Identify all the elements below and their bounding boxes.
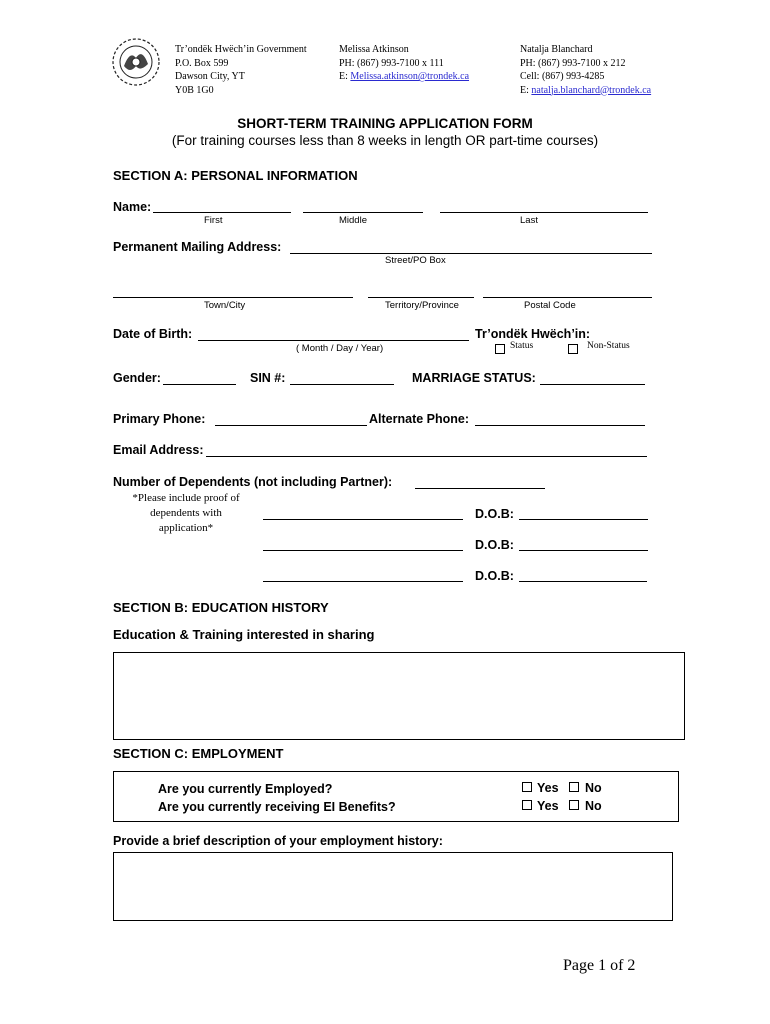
dependents-count-field[interactable] — [415, 488, 545, 489]
email-prefix: E: — [339, 71, 351, 82]
contact-phone: PH: (867) 993-7100 x 212 — [520, 57, 626, 69]
dependent-3-name-field[interactable] — [263, 581, 463, 582]
education-textarea[interactable] — [113, 652, 685, 740]
dependent-2-name-field[interactable] — [263, 550, 463, 551]
proof-note-line: application* — [158, 522, 214, 534]
street-field[interactable] — [290, 253, 652, 254]
primary-phone-label: Primary Phone: — [113, 412, 206, 426]
no-label: No — [585, 799, 602, 813]
dependents-label: Number of Dependents (not including Partner): — [113, 475, 393, 489]
org-postal: Y0B 1G0 — [175, 84, 214, 96]
contact-name: Natalja Blanchard — [520, 44, 593, 55]
first-name-field[interactable] — [153, 212, 291, 213]
contact-name: Melissa Atkinson — [339, 44, 409, 55]
dependent-1-dob-field[interactable] — [519, 519, 648, 520]
org-name: Tr’ondëk Hwëch’in Government — [175, 44, 307, 55]
email-field[interactable] — [206, 456, 647, 457]
alt-phone-field[interactable] — [475, 425, 645, 426]
dependent-2-dob-field[interactable] — [519, 550, 648, 551]
section-b-subheading: Education & Training interested in sharing — [113, 627, 375, 642]
first-nation-label: Tr’ondëk Hwëch’in: — [475, 327, 591, 341]
org-pobox: P.O. Box 599 — [175, 57, 229, 69]
proof-note — [113, 491, 259, 536]
employed-question: Are you currently Employed? — [158, 782, 333, 796]
yes-label: Yes — [537, 781, 559, 795]
page-number: Page 1 of 2 — [563, 957, 636, 974]
marriage-field[interactable] — [540, 384, 645, 385]
gender-field[interactable] — [163, 384, 236, 385]
ei-yes-checkbox[interactable] — [522, 800, 532, 810]
last-name-field[interactable] — [440, 212, 648, 213]
middle-name-field[interactable] — [303, 212, 423, 213]
ei-question: Are you currently receiving EI Benefits? — [158, 800, 396, 814]
dob-hint: ( Month / Day / Year) — [296, 343, 384, 354]
org-address — [175, 43, 307, 97]
dependent-2-dob-label: D.O.B: — [475, 538, 514, 552]
territory-caption: Territory/Province — [385, 300, 459, 311]
contact-natalja — [520, 43, 651, 97]
address-label: Permanent Mailing Address: — [113, 240, 282, 254]
primary-phone-field[interactable] — [215, 425, 367, 426]
employed-yes-checkbox[interactable] — [522, 782, 532, 792]
territory-field[interactable] — [368, 297, 474, 298]
sin-field[interactable] — [290, 384, 394, 385]
ei-no-checkbox[interactable] — [569, 800, 579, 810]
marriage-label: MARRIAGE STATUS: — [412, 371, 536, 385]
postal-caption: Postal Code — [524, 300, 576, 311]
non-status-checkbox[interactable] — [568, 344, 578, 354]
no-label: No — [585, 781, 602, 795]
alt-phone-label: Alternate Phone: — [369, 412, 470, 426]
dob-label: Date of Birth: — [113, 327, 193, 341]
dependent-1-name-field[interactable] — [263, 519, 463, 520]
status-checkbox[interactable] — [495, 344, 505, 354]
status-label: Status — [510, 341, 534, 351]
dependent-3-dob-label: D.O.B: — [475, 569, 514, 583]
non-status-label: Non-Status — [587, 341, 630, 351]
contact-phone: PH: (867) 993-7100 x 111 — [339, 57, 444, 69]
contact-cell: Cell: (867) 993-4285 — [520, 71, 605, 82]
contact-email-link[interactable]: Melissa.atkinson@trondek.ca — [350, 71, 470, 82]
section-a-heading: SECTION A: PERSONAL INFORMATION — [113, 168, 358, 183]
email-label: Email Address: — [113, 443, 204, 457]
dependent-3-dob-field[interactable] — [519, 581, 647, 582]
dob-field[interactable] — [198, 340, 469, 341]
email-prefix: E: — [520, 84, 532, 96]
section-b-heading: SECTION B: EDUCATION HISTORY — [113, 600, 329, 615]
gender-label: Gender: — [113, 371, 161, 385]
town-field[interactable] — [113, 297, 353, 298]
first-caption: First — [204, 215, 223, 226]
middle-caption: Middle — [339, 215, 367, 226]
employed-no-checkbox[interactable] — [569, 782, 579, 792]
form-subtitle: (For training courses less than 8 weeks in length OR part-time courses) — [171, 133, 599, 148]
employment-questions-box — [113, 771, 679, 822]
street-caption: Street/PO Box — [385, 255, 446, 266]
section-c-heading: SECTION C: EMPLOYMENT — [113, 746, 284, 761]
employment-history-textarea[interactable] — [113, 852, 673, 921]
dependent-1-dob-label: D.O.B: — [475, 507, 514, 521]
yes-label: Yes — [537, 799, 559, 813]
proof-note-line: dependents with — [150, 507, 222, 519]
org-city: Dawson City, YT — [175, 71, 245, 82]
proof-note-line: *Please include proof of — [132, 492, 240, 504]
contact-melissa — [339, 43, 469, 84]
contact-email-link[interactable]: natalja.blanchard@trondek.ca — [531, 84, 652, 96]
sin-label: SIN #: — [250, 371, 286, 385]
town-caption: Town/City — [204, 300, 246, 311]
postal-field[interactable] — [483, 297, 652, 298]
form-title: SHORT-TERM TRAINING APPLICATION FORM — [237, 116, 533, 131]
employment-history-label: Provide a brief description of your employment history: — [113, 834, 443, 848]
last-caption: Last — [520, 215, 538, 226]
name-label: Name: — [113, 200, 152, 214]
government-logo — [110, 36, 162, 88]
